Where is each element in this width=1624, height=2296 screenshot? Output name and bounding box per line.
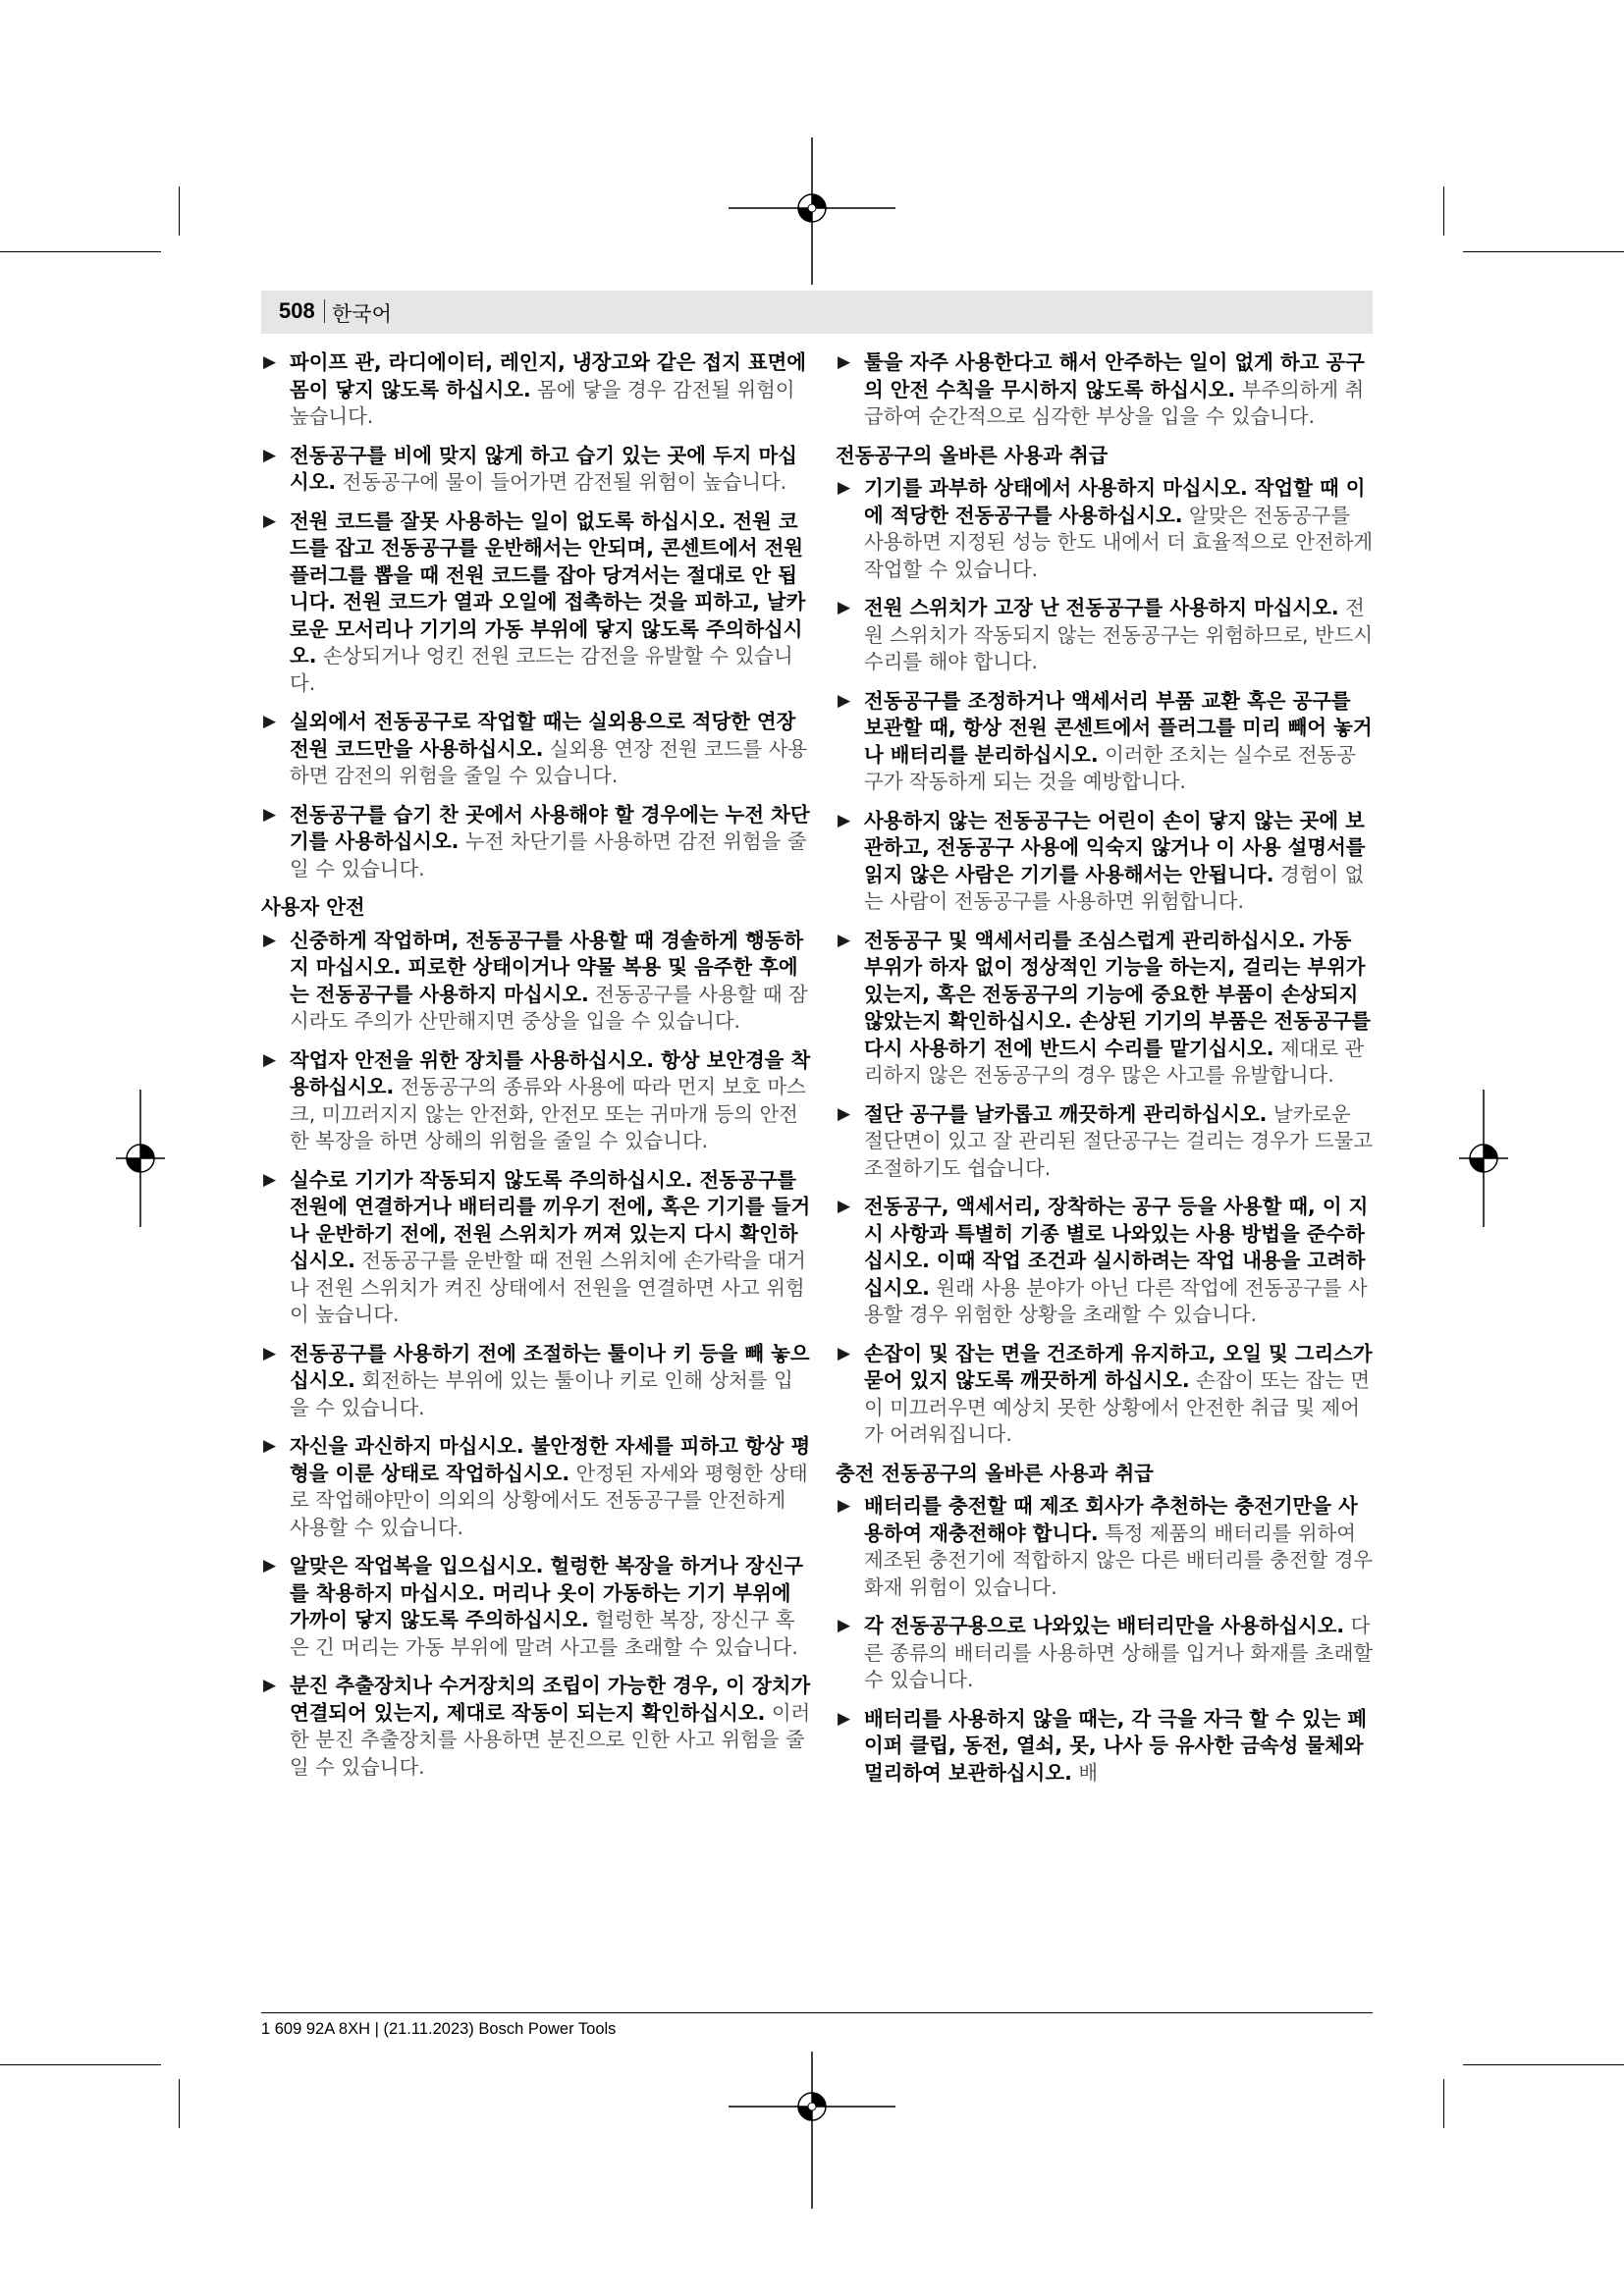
page-number: 508 [279, 298, 315, 323]
instruction-explanation: 특정 제품의 배터리를 위하여 제조된 충전기에 적합하지 않은 다른 배터리를 충전할 경우 화재 위험이 있습니다. [864, 1521, 1374, 1599]
instruction-bold: 자신을 과신하지 마십시오. 불안정한 자세를 피하고 항상 평형을 이룬 상태로 작업하십시오. [290, 1434, 811, 1485]
safety-list [261, 928, 811, 1782]
instruction-bold: 전원 스위치가 고장 난 전동공구를 사용하지 마십시오. [864, 596, 1339, 619]
instruction-bold: 전동공구 및 액세서리를 조심스럽게 관리하십시오. 가동 부위가 하자 없이 정상적인 기능을 하는지, 걸리는 부위가 있는지, 혹은 전동공구의 기능에 중요한 부품이 손상되지 않았는지 확인하십시오. 손상된 기기의 부품은 전동공구를 다시 사용하기 전에 반드시 수리를 맡기십시오. [864, 928, 1371, 1060]
bullet-arrow-icon: ▶ [263, 510, 277, 531]
bullet-arrow-icon: ▶ [263, 1556, 277, 1575]
instruction-explanation: 손상되거나 엉킨 전원 코드는 감전을 유발할 수 있습니다. [290, 644, 793, 695]
list-item [261, 1341, 811, 1422]
list-item [836, 688, 1374, 796]
list-item [836, 475, 1374, 583]
instruction-explanation: 안정된 자세와 평형한 상태로 작업해야만이 의외의 상황에서도 전동공구를 안전하게 사용할 수 있습니다. [290, 1461, 808, 1539]
registration-mark-top [729, 137, 895, 285]
crop-mark [1463, 251, 1624, 252]
bullet-arrow-icon: ▶ [263, 352, 277, 372]
bullet-arrow-icon: ▶ [838, 1197, 851, 1216]
instruction-bold: 전원 코드를 잘못 사용하는 일이 없도록 하십시오. 전원 코드를 잡고 전동공구를 운반해서는 안되며, 콘센트에서 전원 플러그를 뽑을 때 전원 코드를 잡아 당겨서는 절대로 안 됩니다. 전원 코드가 열과 오일에 접촉하는 것을 피하고, 날카로운 모서리나 기기의 가동 부위에 닿지 않도록 주의하십시오. [290, 508, 806, 667]
list-item [261, 928, 811, 1036]
list-item [261, 1553, 811, 1661]
instruction-bold: 기기를 과부하 상태에서 사용하지 마십시오. 작업할 때 이에 적당한 전동공구를 사용하십시오. [864, 476, 1366, 527]
instruction-bold: 각 전동공구용으로 나와있는 배터리만을 사용하십시오. [864, 1614, 1345, 1637]
crop-mark [1443, 2079, 1444, 2128]
instruction-explanation: 이러한 조치는 실수로 전동공구가 작동하게 되는 것을 예방합니다. [864, 742, 1356, 793]
bullet-arrow-icon: ▶ [838, 690, 851, 711]
instruction-bold: 분진 추출장치나 수거장치의 조립이 가능한 경우, 이 장치가 연결되어 있는지, 제대로 작동이 되는지 확인하십시오. [290, 1674, 811, 1725]
left-column [261, 349, 811, 1792]
instruction-explanation: 손잡이 또는 잡는 면이 미끄러우면 예상치 못한 상황에서 안전한 취급 및 제어가 어려워집니다. [864, 1368, 1371, 1446]
instruction-explanation: 제대로 관리하지 않은 전동공구의 경우 많은 사고를 유발합니다. [864, 1036, 1365, 1087]
bullet-arrow-icon: ▶ [263, 1049, 277, 1070]
safety-list [836, 1493, 1374, 1787]
page-header [261, 291, 1373, 334]
crop-mark [0, 2064, 161, 2065]
bullet-arrow-icon: ▶ [263, 930, 277, 950]
list-item [261, 802, 811, 883]
list-item [261, 508, 811, 698]
bullet-arrow-icon: ▶ [263, 804, 277, 825]
list-item [836, 1493, 1374, 1601]
instruction-bold: 전동공구, 액세서리, 장착하는 공구 등을 사용할 때, 이 지시 사항과 특별히 기종 별로 나와있는 사용 방법을 준수하십시오. 이때 작업 조건과 실시하려는 작업 내용을 고려하십시오. [864, 1195, 1369, 1300]
instruction-explanation: 몸에 닿을 경우 감전될 위험이 높습니다. [290, 377, 795, 428]
safety-list [261, 349, 811, 882]
list-item [836, 1194, 1374, 1329]
instruction-bold: 전동공구를 사용하기 전에 조절하는 툴이나 키 등을 빼 놓으십시오. [290, 1341, 810, 1392]
instruction-explanation: 전동공구에 물이 들어가면 감전될 위험이 높습니다. [342, 470, 787, 494]
list-item [836, 595, 1374, 676]
bullet-arrow-icon: ▶ [263, 712, 277, 731]
registration-mark-left [116, 1090, 165, 1227]
instruction-bold: 툴을 자주 사용한다고 해서 안주하는 일이 없게 하고 공구의 안전 수칙을 무시하지 않도록 하십시오. [864, 350, 1365, 401]
instruction-explanation: 알맞은 전동공구를 사용하면 지정된 성능 한도 내에서 더 효율적으로 안전하게 작업할 수 있습니다. [864, 503, 1374, 581]
footer-rule [261, 2012, 1373, 2013]
instruction-bold: 배터리를 충전할 때 제조 회사가 추천하는 충전기만을 사용하여 재충전해야 합니다. [864, 1494, 1358, 1545]
bullet-arrow-icon: ▶ [263, 445, 277, 465]
list-item [261, 1047, 811, 1155]
section-heading: 사용자 안전 [261, 895, 365, 919]
section-heading: 충전 전동공구의 올바른 사용과 취급 [836, 1461, 1154, 1485]
instruction-explanation: 전원 스위치가 작동되지 않는 전동공구는 위험하므로, 반드시 수리를 해야 합니다. [864, 596, 1374, 673]
instruction-bold: 배터리를 사용하지 않을 때는, 각 극을 자극 할 수 있는 페이퍼 클립, 동전, 열쇠, 못, 나사 등 유사한 금속성 물체와 멀리하여 보관하십시오. [864, 1706, 1368, 1785]
instruction-bold: 손잡이 및 잡는 면을 건조하게 유지하고, 오일 및 그리스가 묻어 있지 않도록 깨끗하게 하십시오. [864, 1341, 1373, 1392]
section-heading: 전동공구의 올바른 사용과 취급 [836, 443, 1109, 467]
instruction-explanation: 이러한 분진 추출장치를 사용하면 분진으로 인한 사고 위험을 줄일 수 있습니다. [290, 1700, 811, 1779]
instruction-explanation: 원래 사용 분야가 아닌 다른 작업에 전동공구를 사용할 경우 위험한 상황을 초래할 수 있습니다. [864, 1275, 1368, 1326]
right-column [836, 349, 1374, 1798]
bullet-arrow-icon: ▶ [263, 1676, 277, 1695]
list-item [836, 1101, 1374, 1183]
bullet-arrow-icon: ▶ [263, 1436, 277, 1456]
list-item [261, 349, 811, 431]
instruction-bold: 작업자 안전을 위한 장치를 사용하십시오. 항상 보안경을 착용하십시오. [290, 1047, 811, 1098]
instruction-explanation: 누전 차단기를 사용하면 감전 위험을 줄일 수 있습니다. [290, 829, 807, 881]
bullet-arrow-icon: ▶ [838, 1708, 851, 1729]
list-item [836, 1613, 1374, 1694]
instruction-bold: 절단 공구를 날카롭고 깨끗하게 관리하십시오. [864, 1101, 1268, 1126]
bullet-arrow-icon: ▶ [838, 1496, 851, 1516]
bullet-arrow-icon: ▶ [263, 1343, 277, 1363]
instruction-explanation: 헐렁한 복장, 장신구 혹은 긴 머리는 가동 부위에 말려 사고를 초래할 수 있습니다. [290, 1608, 798, 1659]
list-item [836, 349, 1374, 431]
page-footer: 1 609 92A 8XH | (21.11.2023) Bosch Power Tools [261, 2020, 617, 2038]
instruction-explanation: 부주의하게 취급하여 순간적으로 심각한 부상을 입을 수 있습니다. [864, 377, 1365, 428]
registration-mark-right [1459, 1090, 1508, 1227]
list-item [261, 443, 811, 497]
bullet-arrow-icon: ▶ [263, 1169, 277, 1190]
crop-mark [1443, 187, 1444, 236]
crop-mark [179, 187, 180, 236]
header-language: 한국어 [332, 302, 392, 326]
instruction-explanation: 전동공구의 종류와 사용에 따라 먼지 보호 마스크, 미끄러지지 않는 안전화, 안전모 또는 귀마개 등의 안전한 복장을 하면 상해의 위험을 줄일 수 있습니다. [290, 1075, 806, 1152]
instruction-explanation: 실외용 연장 전원 코드를 사용하면 감전의 위험을 줄일 수 있습니다. [290, 736, 808, 787]
instruction-explanation: 다른 종류의 배터리를 사용하면 상해를 입거나 화재를 초래할 수 있습니다. [864, 1614, 1374, 1691]
safety-list [836, 475, 1374, 1449]
list-item [261, 1433, 811, 1541]
instruction-bold: 신중하게 작업하며, 전동공구를 사용할 때 경솔하게 행동하지 마십시오. 피로한 상태이거나 약물 복용 및 음주한 후에는 전동공구를 사용하지 마십시오. [290, 928, 804, 1006]
instruction-bold: 실외에서 전동공구로 작업할 때는 실외용으로 적당한 연장 전원 코드만을 사용하십시오. [290, 710, 796, 761]
instruction-explanation: 회전하는 부위에 있는 툴이나 키로 인해 상처를 입을 수 있습니다. [290, 1368, 793, 1419]
crop-mark [0, 251, 161, 252]
bullet-arrow-icon: ▶ [838, 1343, 851, 1363]
header-divider [324, 299, 325, 323]
bullet-arrow-icon: ▶ [838, 598, 851, 617]
bullet-arrow-icon: ▶ [838, 478, 851, 498]
list-item [836, 928, 1374, 1090]
instruction-explanation: 전동공구를 사용할 때 잠시라도 주의가 산만해지면 중상을 입을 수 있습니다. [290, 982, 808, 1033]
instruction-bold: 파이프 관, 라디에이터, 레인지, 냉장고와 같은 접지 표면에 몸이 닿지 않도록 하십시오. [290, 350, 806, 401]
list-item [836, 1341, 1374, 1449]
list-item [261, 1167, 811, 1329]
list-item [836, 1706, 1374, 1788]
instruction-bold: 사용하지 않는 전동공구는 어린이 손이 닿지 않는 곳에 보관하고, 전동공구 사용에 익숙지 않거나 이 사용 설명서를 읽지 않은 사람은 기기를 사용해서는 안됩니다. [864, 808, 1366, 886]
instruction-bold: 전동공구를 비에 맞지 않게 하고 습기 있는 곳에 두지 마십시오. [290, 443, 797, 494]
bullet-arrow-icon: ▶ [838, 1616, 851, 1635]
bullet-arrow-icon: ▶ [838, 352, 851, 372]
instruction-bold: 알맞은 작업복을 입으십시오. 헐렁한 복장을 하거나 장신구를 착용하지 마십시오. 머리나 옷이 가동하는 기기 부위에 가까이 닿지 않도록 주의하십시오. [290, 1554, 804, 1631]
instruction-explanation: 날카로운 절단면이 있고 잘 관리된 절단공구는 걸리는 경우가 드물고 조절하기도 쉽습니다. [864, 1101, 1374, 1180]
instruction-bold: 전동공구를 조정하거나 액세서리 부품 교환 혹은 공구를 보관할 때, 항상 전원 콘센트에서 플러그를 미리 빼어 놓거나 배터리를 분리하십시오. [864, 688, 1373, 767]
bullet-arrow-icon: ▶ [838, 810, 851, 830]
instruction-explanation: 경험이 없는 사람이 전동공구를 사용하면 위험합니다. [864, 862, 1365, 913]
instruction-bold: 전동공구를 습기 찬 곳에서 사용해야 할 경우에는 누전 차단기를 사용하십시오. [290, 802, 810, 853]
instruction-explanation: 전동공구를 운반할 때 전원 스위치에 손가락을 대거나 전원 스위치가 켜진 상태에서 전원을 연결하면 사고 위험이 높습니다. [290, 1249, 806, 1326]
instruction-explanation: 배 [1078, 1760, 1099, 1785]
crop-mark [1463, 2064, 1624, 2065]
instruction-bold: 실수로 기기가 작동되지 않도록 주의하십시오. 전동공구를 전원에 연결하거나 배터리를 끼우기 전에, 혹은 기기를 들거나 운반하기 전에, 전원 스위치가 꺼져 있는지 다시 확인하십시오. [290, 1167, 811, 1272]
bullet-arrow-icon: ▶ [838, 930, 851, 950]
list-item [261, 1673, 811, 1781]
bullet-arrow-icon: ▶ [838, 1103, 851, 1124]
safety-list [836, 349, 1374, 431]
list-item [836, 808, 1374, 916]
list-item [261, 709, 811, 790]
crop-mark [179, 2079, 180, 2128]
registration-mark-bottom [729, 2052, 895, 2209]
